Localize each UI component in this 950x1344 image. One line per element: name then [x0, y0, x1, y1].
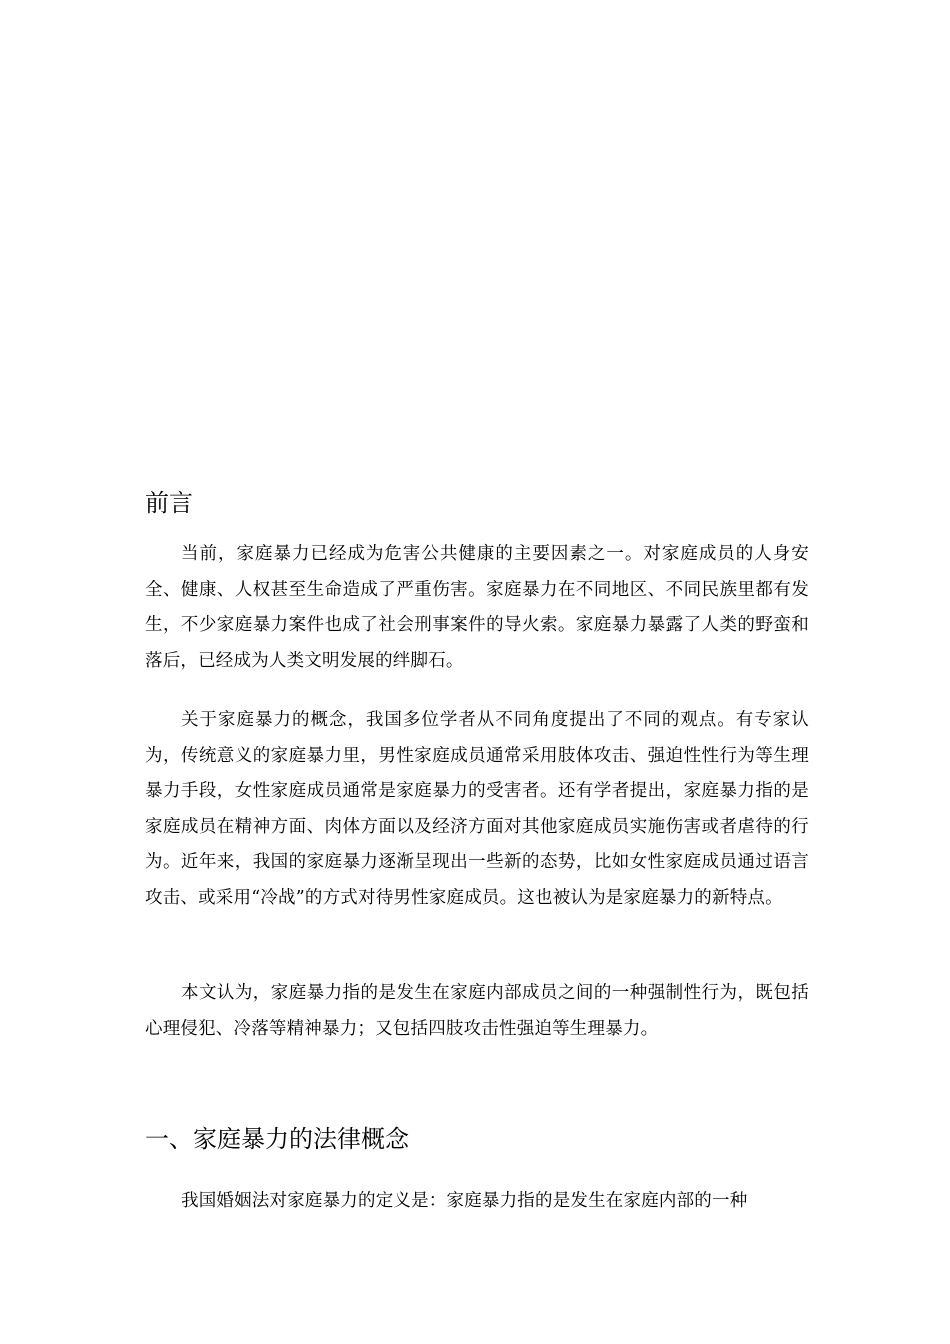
preface-heading: 前言: [145, 489, 193, 517]
preface-paragraph-1: 当前，家庭暴力已经成为危害公共健康的主要因素之一。对家庭成员的人身安全、健康、人权甚至生命造成了严重伤害。家庭暴力在不同地区、不同民族里都有发生，不少家庭暴力案件也成了社会刑事案件的导火索。家庭暴力暴露了人类的野蛮和落后，已经成为人类文明发展的绊脚石。: [145, 544, 809, 671]
section1-heading: 一、家庭暴力的法律概念: [145, 1125, 409, 1153]
section1-paragraph: 我国婚姻法对家庭暴力的定义是：家庭暴力指的是发生在家庭内部的一种: [181, 1191, 748, 1211]
preface-paragraph-2: 关于家庭暴力的概念，我国多位学者从不同角度提出了不同的观点。有专家认为，传统意义的家庭暴力里，男性家庭成员通常采用肢体攻击、强迫性性行为等生理暴力手段，女性家庭成员通常是家庭暴力的受害者。还有学者提出，家庭暴力指的是家庭成员在精神方面、肉体方面以及经济方面对其他家庭成员实施伤害或者虐待的行为。近年来，我国的家庭暴力逐渐呈现出一些新的态势，比如女性家庭成员通过语言攻击、或采用“冷战”的方式对待男性家庭成员。这也被认为是家庭暴力的新特点。: [145, 710, 809, 908]
preface-paragraph-3: 本文认为，家庭暴力指的是发生在家庭内部成员之间的一种强制性行为，既包括心理侵犯、冷落等精神暴力；又包括四肢攻击性强迫等生理暴力。: [145, 983, 809, 1039]
